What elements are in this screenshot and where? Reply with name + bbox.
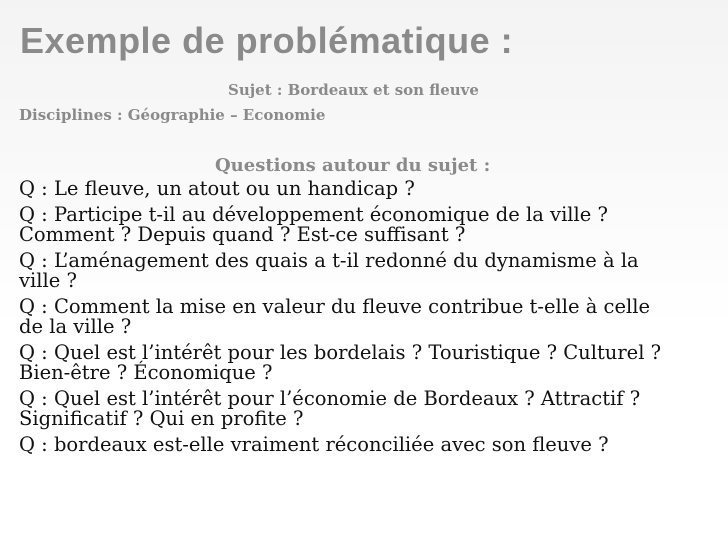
question-item [19,205,719,245]
question-line: Q : Participe t-il au développement économique de la ville ? [19,203,608,226]
question-line: Q : bordeaux est-elle vraiment réconciliée avec son fleuve ? [19,433,609,456]
question-line: ville ? [19,269,77,292]
disciplines-line: Disciplines : Géographie – Economie [19,106,326,124]
question-line: Q : Le fleuve, un atout ou un handicap ? [19,177,415,200]
question-line: de la ville ? [19,315,132,338]
question-line: Comment ? Depuis quand ? Est-ce suffisant ? [19,223,466,246]
question-line: Bien-être ? Économique ? [19,361,273,384]
questions-list [19,179,719,461]
question-item [19,179,719,199]
question-item [19,343,719,383]
question-item [19,389,719,429]
question-line: Q : L’aménagement des quais a t-il redonné du dynamisme à la [19,249,639,272]
question-item [19,251,719,291]
question-line: Significatif ? Qui en profite ? [19,407,304,430]
question-item [19,435,719,455]
slide-title: Exemple de problématique : [20,20,514,61]
question-line: Q : Comment la mise en valeur du fleuve contribue t-elle à celle [19,295,651,318]
question-item [19,297,719,337]
question-line: Q : Quel est l’intérêt pour l’économie de Bordeaux ? Attractif ? [19,387,641,410]
subject-line: Sujet : Bordeaux et son fleuve [228,81,479,99]
questions-heading: Questions autour du sujet : [215,155,491,176]
question-line: Q : Quel est l’intérêt pour les bordelais ? Touristique ? Culturel ? [19,341,662,364]
